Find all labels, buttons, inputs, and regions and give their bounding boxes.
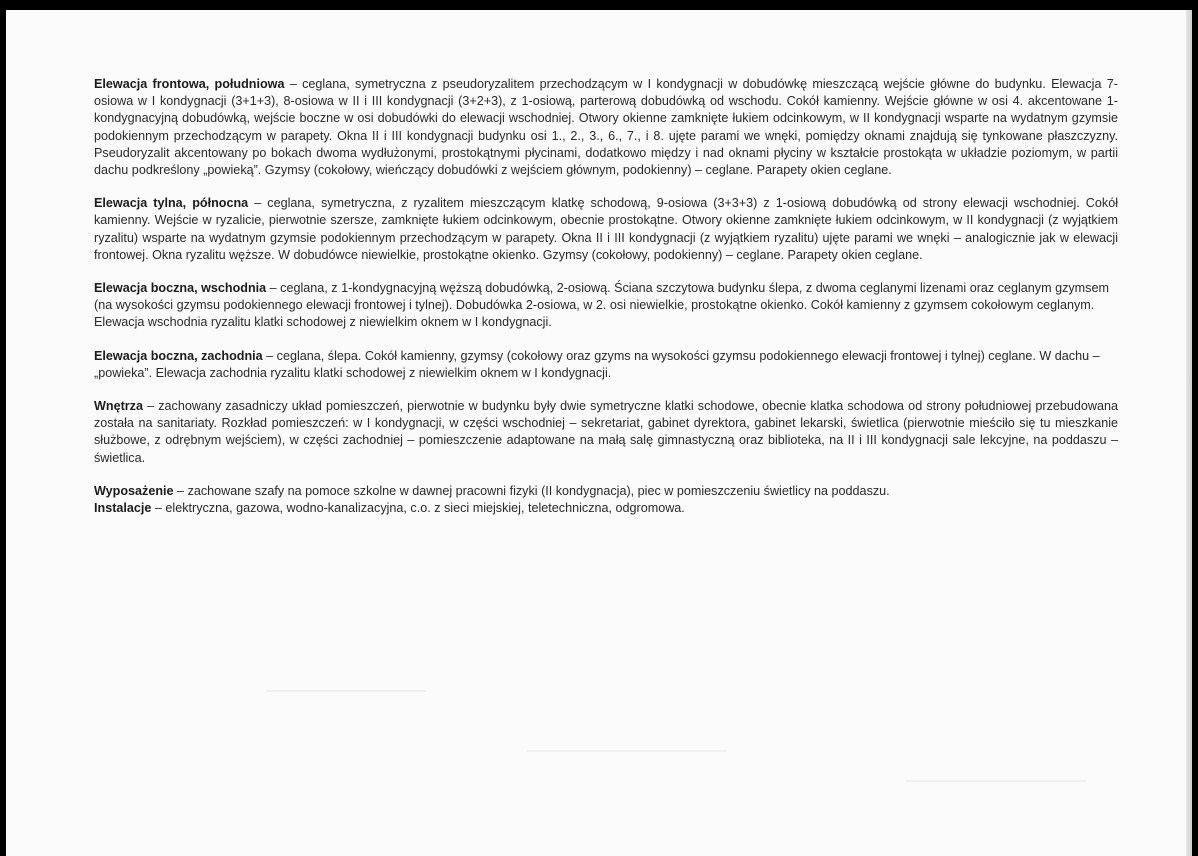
paragraph-interiors [94,398,1118,467]
paragraph-text: – zachowany zasadniczy układ pomieszczeń, pierwotnie w budynku były dwie symetryczne klatki schodowe, obecnie klatka schodowa od strony południowej przebudowana została na sanitariaty. Rozkład pomieszczeń: w I kondygnacji, w części wschodniej – sekretariat, gabinet dyrektora, gabinet lekarski, świetlica (pierwotnie mieściło się tu mieszkanie służbowe, z odrębnym wejściem), w części zachodniej – pomieszczenie adaptowane na małą salę gimnastyczną oraz biblioteka, na II i III kondygnacji sale lekcyjne, na poddaszu – świetlica. [94,399,1118,465]
paragraph-heading: Elewacja boczna, wschodnia [94,281,267,296]
paragraph-text: – ceglana, symetryczna z pseudoryzalitem przechodzącym w I kondygnacji w dobudówkę mieszczącą wejście główne do budynku. Elewacja 7-osiowa w I kondygnacji (3+1+3), 8-osiowa w II i III kondygnacji (3+2+3), z 1-osiową, parterową dobudówką od wschodu. Cokół kamienny. Wejście główne w osi 4. akcentowane 1-kondygnacyjną dobudówką, wejście boczne w osi dobudówki do elewacji wschodniej. Otwory okienne zamknięte łukiem odcinkowym, w II kondygnacji wsparte na wydatnym gzymsie podokiennym przechodzącym w parapety. Okna II i III kondygnacji budynku osi 1., 2., 3., 6., 7., i 8. ujęte parami we wnęki, pomiędzy oknami znajdują się tynkowane płaszczyzny. Pseudoryzalit akcentowany po bokach dwoma wydłużonymi, prostokątnymi płycinami, dodatkowo między i nad oknami płyciny w kształcie prostokąta w układzie poziomym, w partii dachu podkreślony „powieką”. Gzymsy (cokołowy, wieńczący dobudówki z wejściem głównym, podokienny) – ceglane. Parapety okien ceglane. [94,77,1118,178]
paragraph-heading: Wyposażenie [94,483,174,498]
paragraph-text: – elektryczna, gazowa, wodno-kanalizacyjna, c.o. z sieci miejskiej, teletechniczna, odgromowa. [151,501,685,516]
scanned-page [6,10,1192,856]
paragraph-text: – zachowane szafy na pomoce szkolne w dawnej pracowni fizyki (II kondygnacja), piec w pomieszczeniu świetlicy na poddaszu. [173,483,890,498]
paragraph-heading: Elewacja frontowa, południowa [94,77,285,91]
paragraph-heading: Elewacja tylna, północna [94,196,249,211]
paragraph-installations [94,500,1118,517]
paragraph-elevation-rear [94,195,1118,264]
paragraph-text: – ceglana, symetryczna, z ryzalitem mieszczącym klatkę schodową, 9-osiowa (3+3+3) z 1-osiową dobudówką od strony elewacji wschodniej. Cokół kamienny. Wejście w ryzalicie, pierwotnie szersze, zamknięte łukiem odcinkowym, obecnie prostokątne. Otwory okienne zamknięte łukiem odcinkowym, w II kondygnacji (z wyjątkiem ryzalitu) wsparte na wydatnym gzymsie podokiennym przechodzącym w parapety. Okna II i III kondygnacji (z wyjątkiem ryzalitu) ujęte parami we wnęki – analogicznie jak w elewacji frontowej. Okna ryzalitu węższe. W dobudówce niewielkie, prostokątne okienko. Gzymsy (cokołowy, podokienny) – ceglane. Parapety okien ceglane. [94,196,1119,262]
bleed-through-mark [266,690,426,692]
paragraph-heading: Wnętrza [94,399,143,414]
bleed-through-mark [906,780,1086,782]
paragraph-elevation-west [94,348,1118,382]
paragraph-equipment [94,483,1118,500]
paragraph-text: – ceglana, ślepa. Cokół kamienny, gzymsy (cokołowy oraz gzyms na wysokości gzymsu podokiennego elewacji frontowej i tylnej) ceglane. W dachu – „powieka”. Elewacja zachodnia ryzalitu klatki schodowej z niewielkim oknem w I kondygnacji. [94,348,1100,380]
paragraph-elevation-east [94,280,1118,332]
bleed-through-mark [526,750,726,752]
paragraph-heading: Instalacje [94,501,152,516]
paragraph-heading: Elewacja boczna, zachodnia [94,348,263,363]
document-body [94,76,1118,517]
paragraph-elevation-front [94,76,1118,179]
paragraph-text: – ceglana, z 1-kondygnacyjną węższą dobudówką, 2-osiową. Ściana szczytowa budynku ślepa, z dwoma ceglanymi lizenami oraz ceglanym gzymsem (na wysokości gzymsu podokiennego elewacji frontowej i tylnej). Dobudówka 2-osiowa, w 2. osi niewielkie, prostokątne okienko. Cokół kamienny z gzymsem cokołowym ceglanym. Elewacja wschodnia ryzalitu klatki schodowej z niewielkim oknem w I kondygnacji. [94,281,1109,330]
